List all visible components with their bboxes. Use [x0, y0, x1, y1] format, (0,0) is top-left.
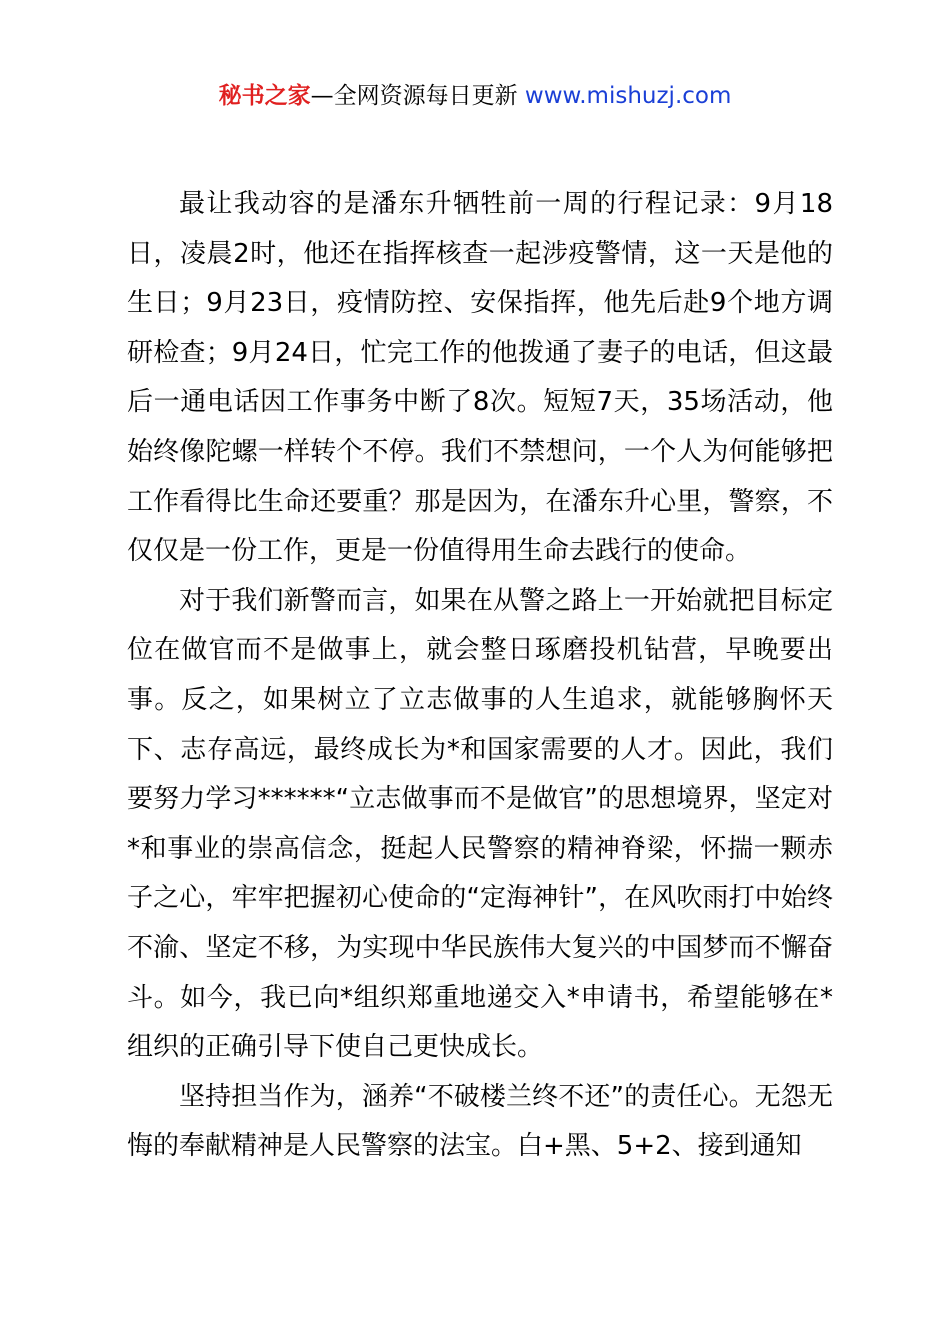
- page-header: [0, 80, 950, 112]
- document-body: [127, 180, 833, 1172]
- header-tagline: —全网资源每日更新: [310, 83, 518, 109]
- body-paragraph-1: 最让我动容的是潘东升牺牲前一周的行程记录：9月18日，凌晨2时，他还在指挥核查一起涉疫警情，这一天是他的生日；9月23日，疫情防控、安保指挥，他先后赴9个地方调研检查；9月24日，忙完工作的他拨通了妻子的电话，但这最后一通电话因工作事务中断了8次。短短7天，35场活动，他始终像陀螺一样转个不停。我们不禁想问，一个人为何能够把工作看得比生命还要重？那是因为，在潘东升心里，警察，不仅仅是一份工作，更是一份值得用生命去践行的使命。: [127, 189, 833, 567]
- brand-name: 秘书之家: [218, 83, 311, 109]
- body-paragraph-2: 对于我们新警而言，如果在从警之路上一开始就把目标定位在做官而不是做事上，就会整日琢磨投机钻营，早晚要出事。反之，如果树立了立志做事的人生追求，就能够胸怀天下、志存高远，最终成长为*和国家需要的人才。因此，我们要努力学习******“立志做事而不是做官”的思想境界，坚定对*和事业的崇高信念，挺起人民警察的精神脊梁，怀揣一颗赤子之心，牢牢把握初心使命的“定海神针”，在风吹雨打中始终不渝、坚定不移，为实现中华民族伟大复兴的中国梦而不懈奋斗。如今，我已向*组织郑重地递交入*申请书，希望能够在*组织的正确引导下使自己更快成长。: [127, 585, 833, 1063]
- body-paragraph-3: 坚持担当作为，涵养“不破楼兰终不还”的责任心。无怨无悔的奉献精神是人民警察的法宝。白+黑、5+2、接到通知: [127, 1081, 833, 1162]
- site-url-link[interactable]: www.mishuzj.com: [524, 83, 732, 109]
